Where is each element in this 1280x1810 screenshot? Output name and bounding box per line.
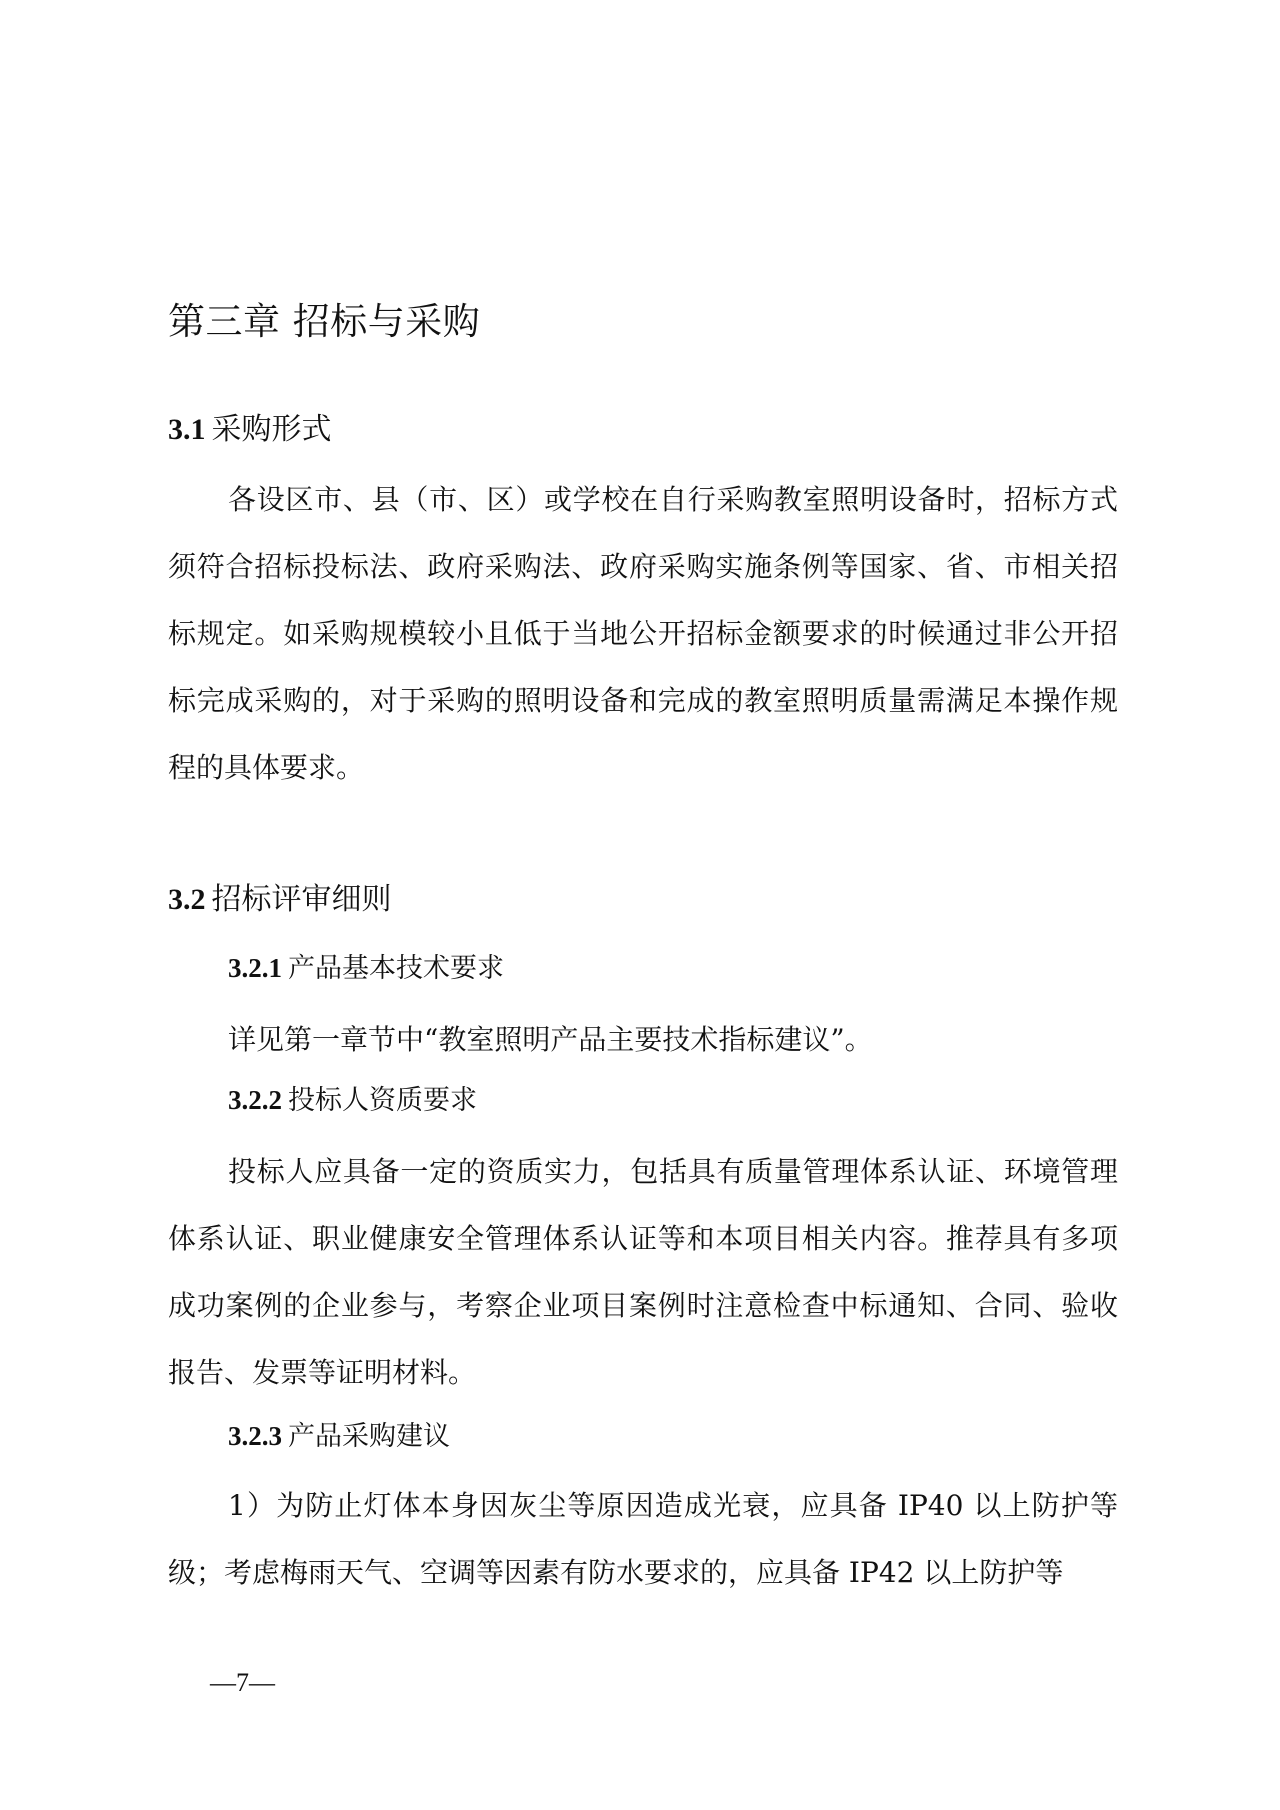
subsection-3-2-2-title: 投标人资质要求 (288, 1085, 477, 1116)
chapter-title: 第三章 招标与采购 (168, 300, 481, 343)
subsection-3-2-1-paragraph: 详见第一章节中“教室照明产品主要技术指标建议”。 (228, 1023, 873, 1056)
section-3-2-title: 招标评审细则 (211, 882, 392, 917)
section-3-1-heading (168, 412, 332, 448)
page-number: —7— (210, 1668, 275, 1697)
subsection-3-2-2-paragraph: 投标人应具备一定的资质实力，包括具有质量管理体系认证、环境管理体系认证、职业健康安全管理体系认证等和本项目相关内容。推荐具有多项成功案例的企业参与，考察企业项目案例时注意检查中标通知、合同、验收报告、发票等证明材料。 (168, 1155, 1118, 1389)
subsection-3-2-3-number: 3.2.3 (228, 1421, 282, 1451)
subsection-3-2-3-title: 产品采购建议 (288, 1421, 450, 1452)
subsection-3-2-2-number: 3.2.2 (228, 1085, 282, 1115)
section-3-1-paragraph: 各设区市、县（市、区）或学校在自行采购教室照明设备时，招标方式须符合招标投标法、政府采购法、政府采购实施条例等国家、省、市相关招标规定。如采购规模较小且低于当地公开招标金额要求的时候通过非公开招标完成采购的，对于采购的照明设备和完成的教室照明质量需满足本操作规程的具体要求。 (168, 483, 1118, 784)
subsection-3-2-3-paragraph: 1）为防止灯体本身因灰尘等原因造成光衰，应具备 IP40 以上防护等级；考虑梅雨天气、空调等因素有防水要求的，应具备 IP42 以上防护等 (168, 1489, 1118, 1589)
subsection-3-2-3-heading (228, 1420, 450, 1453)
subsection-3-2-1-title: 产品基本技术要求 (288, 953, 504, 984)
section-3-1-number: 3.1 (168, 413, 206, 446)
section-3-1-title: 采购形式 (211, 412, 332, 447)
subsection-3-2-2-heading (228, 1084, 477, 1117)
section-3-2-number: 3.2 (168, 883, 206, 916)
section-3-2-heading (168, 882, 392, 918)
subsection-3-2-1-heading (228, 952, 504, 985)
subsection-3-2-1-number: 3.2.1 (228, 953, 282, 983)
